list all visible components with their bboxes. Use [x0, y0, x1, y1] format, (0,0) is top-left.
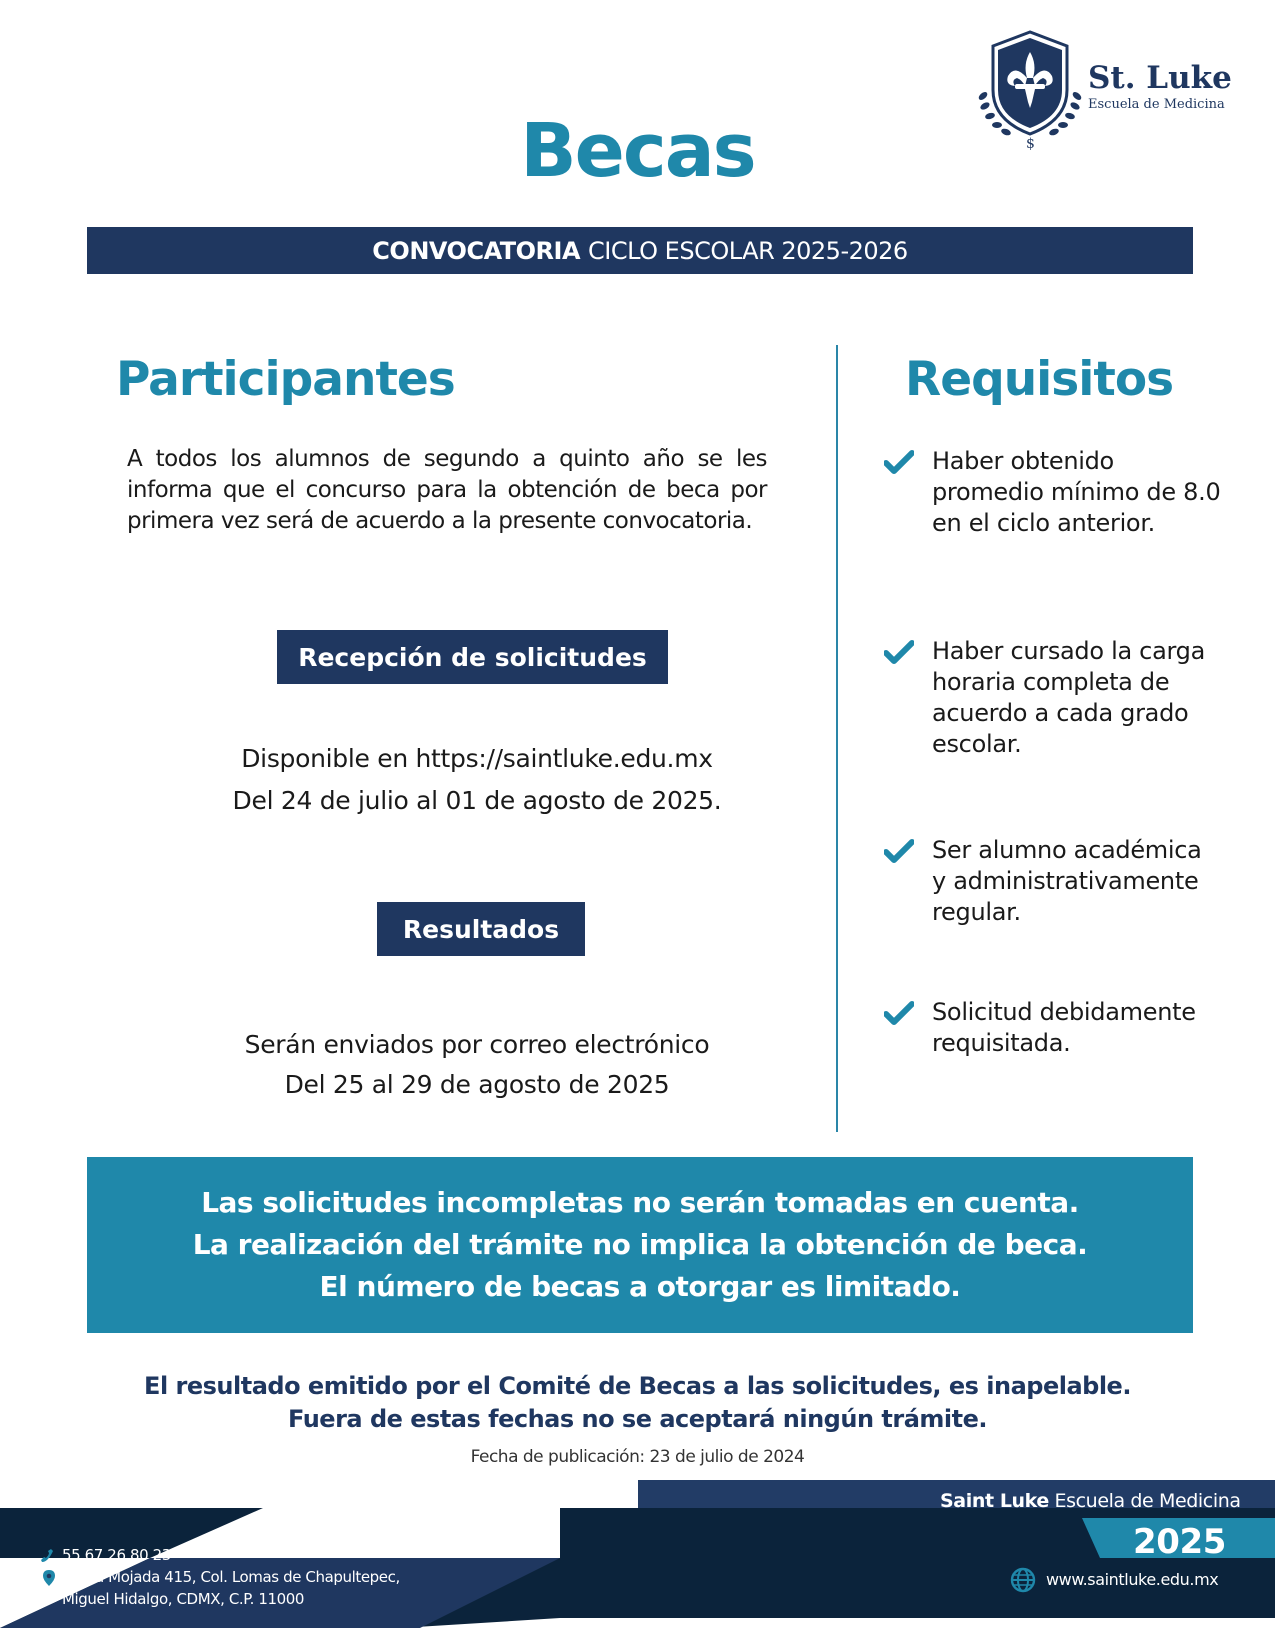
footer-brand-bold: Saint Luke: [940, 1490, 1049, 1512]
globe-icon: [1010, 1567, 1036, 1593]
svg-text:$: $: [1026, 136, 1035, 150]
recepcion-line-1: Disponible en https://saintluke.edu.mx: [241, 744, 713, 773]
closing-line-1: El resultado emitido por el Comité de Becas a las solicitudes, es inapelable.: [144, 1372, 1131, 1400]
publication-date: Fecha de publicación: 23 de julio de 2024: [470, 1447, 805, 1467]
requisito-text: Haber cursado la carga horaria completa de acuerdo a cada grado escolar.: [932, 637, 1205, 758]
footer-phone: 55 67 26 80 23: [62, 1546, 171, 1564]
phone-icon: [40, 1548, 54, 1564]
requisito-text: Solicitud debidamente requisitada.: [932, 998, 1196, 1057]
footer-address-1: Sierra Mojada 415, Col. Lomas de Chapultepec,: [62, 1568, 400, 1586]
check-icon: [884, 1001, 914, 1025]
requisito-text: Ser alumno académica y administrativamente regular.: [932, 836, 1202, 926]
footer-year: 2025: [1133, 1522, 1227, 1562]
footer-brand-rest: Escuela de Medicina: [1054, 1490, 1241, 1512]
notice-line-3: El número de becas a otorgar es limitado.: [319, 1270, 961, 1303]
banner-text: CICLO ESCOLAR 2025-2026: [588, 236, 908, 265]
resultados-line-1: Serán enviados por correo electrónico: [244, 1030, 710, 1059]
requisitos-heading: Requisitos: [905, 352, 1174, 407]
notice-box: [87, 1157, 1193, 1333]
notice-line-1: Las solicitudes incompletas no serán tomadas en cuenta.: [201, 1186, 1079, 1219]
recepcion-label-box: Recepción de solicitudes: [277, 630, 668, 684]
footer-address-2: Miguel Hidalgo, CDMX, C.P. 11000: [62, 1590, 305, 1608]
check-icon: [884, 839, 914, 863]
recepcion-line-2: Del 24 de julio al 01 de agosto de 2025.: [232, 786, 722, 815]
participantes-paragraph: A todos los alumnos de segundo a quinto año se les informa que el concurso para la obtención de beca por primera vez será de acuerdo a la presente convocatoria.: [127, 446, 767, 534]
resultados-label-box: Resultados: [377, 902, 585, 956]
footer-brand: [940, 1490, 1241, 1512]
convocatoria-banner: [87, 227, 1193, 274]
closing-line-2: Fuera de estas fechas no se aceptará ningún trámite.: [288, 1405, 987, 1433]
location-pin-icon: [43, 1570, 55, 1586]
footer-website[interactable]: www.saintluke.edu.mx: [1046, 1570, 1219, 1589]
requisito-text: Haber obtenido promedio mínimo de 8.0 en el ciclo anterior.: [932, 447, 1221, 537]
logo-subtitle: Escuela de Medicina: [1088, 97, 1225, 112]
logo-name: St. Luke: [1088, 60, 1232, 96]
banner-bold: CONVOCATORIA: [372, 236, 581, 265]
page-title: Becas: [520, 108, 755, 194]
notice-line-2: La realización del trámite no implica la obtención de beca.: [192, 1228, 1088, 1261]
resultados-line-2: Del 25 al 29 de agosto de 2025: [284, 1070, 670, 1099]
participantes-heading: Participantes: [116, 352, 455, 407]
column-divider: [836, 345, 838, 1132]
check-icon: [884, 640, 914, 664]
check-icon: [884, 450, 914, 474]
